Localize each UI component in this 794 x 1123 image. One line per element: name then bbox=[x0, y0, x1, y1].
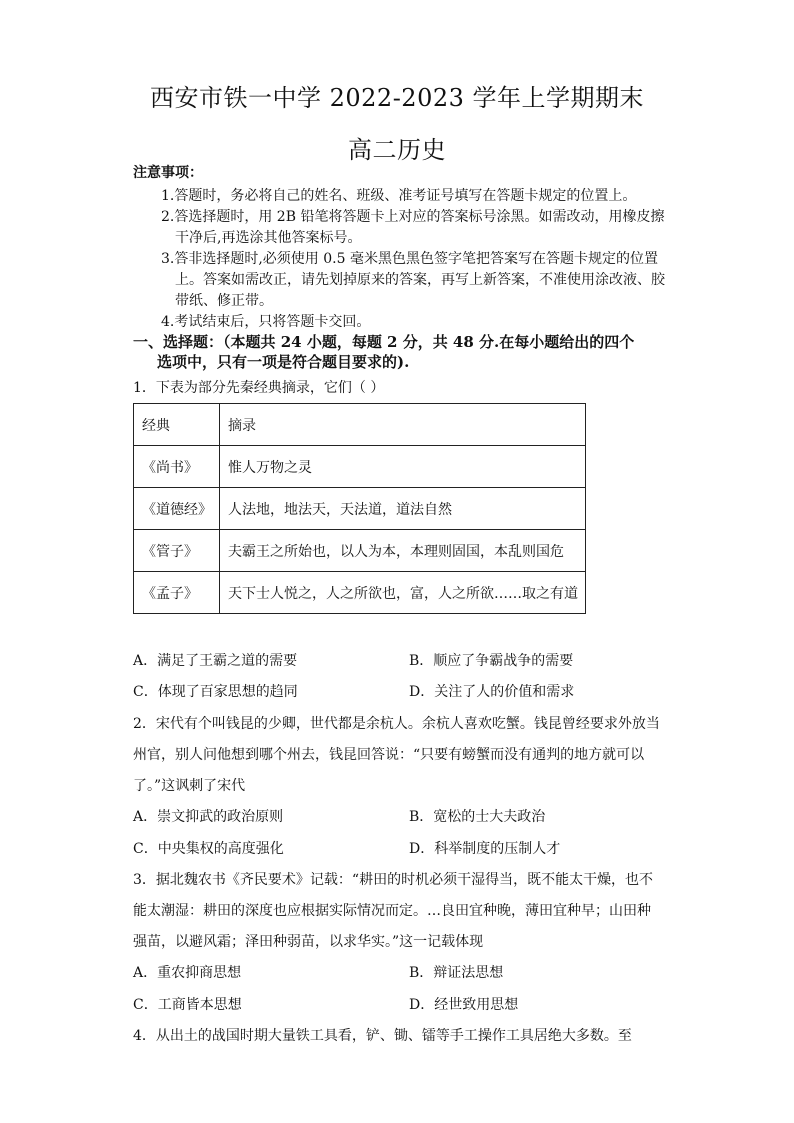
question-2-option-a: A．崇文抑武的政治原则 bbox=[133, 809, 284, 825]
classics-table bbox=[133, 403, 586, 614]
question-2-option-b: B．宽松的士大夫政治 bbox=[409, 809, 546, 825]
table-row bbox=[134, 572, 586, 614]
exam-title: 西安市铁一中学 2022-2023 学年上学期期末 bbox=[149, 84, 645, 112]
question-1-option-a: A．满足了王霸之道的需要 bbox=[133, 653, 298, 669]
question-3-stem: 3．据北魏农书《齐民要术》记载：“耕田的时机必须干湿得当，既不能太干燥，也不 bbox=[133, 872, 654, 888]
section-heading-cont: 选项中，只有一项是符合题目要求的). bbox=[157, 353, 410, 371]
notice-line: 干净后,再选涂其他答案标号。 bbox=[175, 230, 362, 246]
question-2-option-d: D．科举制度的压制人才 bbox=[409, 841, 561, 857]
question-2-stem: 了。”这讽刺了宋代 bbox=[133, 778, 246, 794]
notice-line: 上。答案如需改正，请先划掉原来的答案，再写上新答案，不准使用涂改液、胶 bbox=[175, 272, 665, 288]
question-3-option-c: C．工商皆本思想 bbox=[133, 997, 242, 1013]
table-cell: 人法地，地法天，天法道，道法自然 bbox=[220, 488, 586, 530]
notice-line: 2.答选择题时，用 2B 铅笔将答题卡上对应的答案标号涂黑。如需改动，用橡皮擦 bbox=[161, 209, 665, 225]
question-3-option-b: B．辩证法思想 bbox=[409, 965, 504, 981]
table-header-row bbox=[134, 404, 586, 446]
question-1-option-d: D．关注了人的价值和需求 bbox=[409, 684, 575, 700]
table-cell: 天下士人悦之，人之所欲也，富，人之所欲……取之有道 bbox=[220, 572, 586, 614]
table-cell: 《尚书》 bbox=[134, 446, 220, 488]
notice-line: 3.答非选择题时,必须使用 0.5 毫米黑色黑色签字笔把答案写在答题卡规定的位置 bbox=[161, 251, 658, 267]
table-cell: 夫霸王之所始也，以人为本，本理则固国，本乱则国危 bbox=[220, 530, 586, 572]
table-header-cell: 摘录 bbox=[220, 404, 586, 446]
table-cell: 《管子》 bbox=[134, 530, 220, 572]
notice-line: 4.考试结束后，只将答题卡交回。 bbox=[161, 314, 371, 330]
table-row bbox=[134, 488, 586, 530]
question-3-stem: 强苗，以避风霜；泽田种弱苗，以求华实。”这一记载体现 bbox=[133, 934, 484, 950]
question-3-option-a: A．重农抑商思想 bbox=[133, 965, 242, 981]
notice-line: 带纸、修正带。 bbox=[175, 293, 273, 309]
question-1-option-c: C．体现了百家思想的趋同 bbox=[133, 684, 298, 700]
notice-line: 1.答题时，务必将自己的姓名、班级、准考证号填写在答题卡规定的位置上。 bbox=[161, 188, 637, 204]
question-2-stem: 州官，别人问他想到哪个州去，钱昆回答说：“只要有螃蟹而没有通判的地方就可以 bbox=[133, 747, 645, 763]
table-cell: 《孟子》 bbox=[134, 572, 220, 614]
table-row bbox=[134, 446, 586, 488]
question-2-stem: 2．宋代有个叫钱昆的少卿，世代都是余杭人。余杭人喜欢吃蟹。钱昆曾经要求外放当 bbox=[133, 716, 660, 732]
question-1-stem: 1．下表为部分先秦经典摘录，它们（ ） bbox=[133, 380, 385, 396]
exam-subject: 高二历史 bbox=[348, 136, 446, 164]
table-header-cell: 经典 bbox=[134, 404, 220, 446]
question-2-option-c: C．中央集权的高度强化 bbox=[133, 841, 284, 857]
table-cell: 《道德经》 bbox=[134, 488, 220, 530]
question-3-stem: 能太潮湿：耕田的深度也应根据实际情况而定。…良田宜种晚，薄田宜种早；山田种 bbox=[133, 903, 651, 919]
question-3-option-d: D．经世致用思想 bbox=[409, 997, 519, 1013]
section-heading: 一、选择题：（本题共 24 小题，每题 2 分，共 48 分.在每小题给出的四个 bbox=[133, 333, 635, 351]
notice-heading: 注意事项： bbox=[133, 165, 203, 181]
table-cell: 惟人万物之灵 bbox=[220, 446, 586, 488]
table-row bbox=[134, 530, 586, 572]
question-4-stem: 4．从出土的战国时期大量铁工具看，铲、锄、镭等手工操作工具居绝大多数。至 bbox=[133, 1028, 632, 1044]
question-1-option-b: B．顺应了争霸战争的需要 bbox=[409, 653, 574, 669]
